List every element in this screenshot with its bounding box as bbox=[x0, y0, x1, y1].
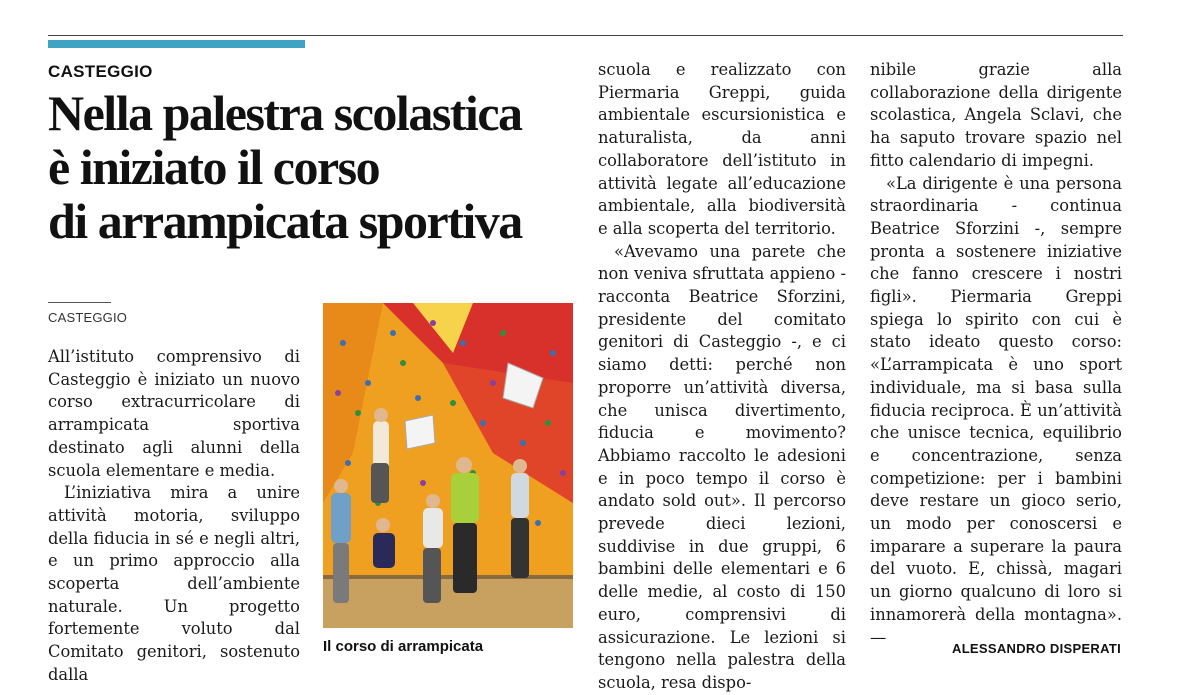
headline-line-2: è iniziato il corso bbox=[48, 139, 380, 195]
article-photo bbox=[323, 303, 573, 628]
paragraph: «La dirigente è una persona straordinaria - continua Beatrice Sforzini -, sempre pronta a sostenere iniziative che fanno crescere i nostri figli». Piermaria Greppi spiega lo spirito con cui è stato ideato questo corso: «L’arrampicata è uno sport individuale, ma si basa sulla fiducia reciproca. È un’attività che unisce tecnica, equilibrio e concentrazione, senza competizione: per i bambini deve restare un gioco serio, un modo per conoscersi e imparare a superare la paura del vuoto. E, chissà, magari un giorno qualcuno di loro si innamorerà della montagna». — bbox=[870, 173, 1122, 647]
paragraph: scuola e realizzato con Piermaria Greppi, guida ambientale escursionistica e naturalista, da anni collaboratore dell’istituto in attività legate all’educazione ambientale, alla biodiversità e alla scoperta del territorio. bbox=[598, 60, 846, 238]
top-rule bbox=[48, 35, 1123, 36]
photo-caption: Il corso di arrampicata bbox=[323, 638, 484, 655]
article-column-3 bbox=[598, 59, 846, 695]
paragraph: L’iniziativa mira a unire attività motoria, sviluppo della fiducia in sé e negli altri, e un primo approccio alla scoperta dell’ambiente naturale. Un progetto fortemente voluto dal Comitato genitori, sostenuto dalla bbox=[48, 483, 300, 684]
paragraph: «Avevamo una parete che non veniva sfruttata appieno - racconta Beatrice Sforzini, presidente del comitato genitori di Casteggio -, e ci siamo detti: perché non proporre un’attività diversa, che unisca divertimento, fiducia e movimento? Abbiamo raccolto le adesioni e in poco tempo il corso è andato sold out». Il percorso prevede dieci lezioni, suddivise in due gruppi, 6 bambini delle elementari e 6 delle medie, al costo di 150 euro, comprensivi di assicurazione. Le lezioni si tengono nella palestra della scuola, resa dispo- bbox=[598, 241, 846, 692]
article-column-1 bbox=[48, 346, 300, 687]
headline-line-3: di arrampicata sportiva bbox=[48, 193, 522, 249]
section-accent-bar bbox=[48, 40, 305, 48]
dateline-rule bbox=[48, 302, 111, 303]
article-headline bbox=[48, 86, 588, 248]
section-kicker: CASTEGGIO bbox=[48, 62, 153, 81]
paragraph: nibile grazie alla collaborazione della dirigente scolastica, Angela Sclavi, che ha saputo trovare spazio nel fitto calendario di impegni. bbox=[870, 60, 1122, 170]
author-byline: ALESSANDRO DISPERATI bbox=[952, 641, 1121, 656]
article-column-4 bbox=[870, 59, 1122, 649]
paragraph: All’istituto comprensivo di Casteggio è iniziato un nuovo corso extracurricolare di arrampicata sportiva destinato agli alunni della scuola elementare e media. bbox=[48, 347, 300, 480]
dateline: CASTEGGIO bbox=[48, 310, 128, 325]
headline-line-1: Nella palestra scolastica bbox=[48, 85, 522, 141]
climbing-wall-photo bbox=[323, 303, 573, 628]
